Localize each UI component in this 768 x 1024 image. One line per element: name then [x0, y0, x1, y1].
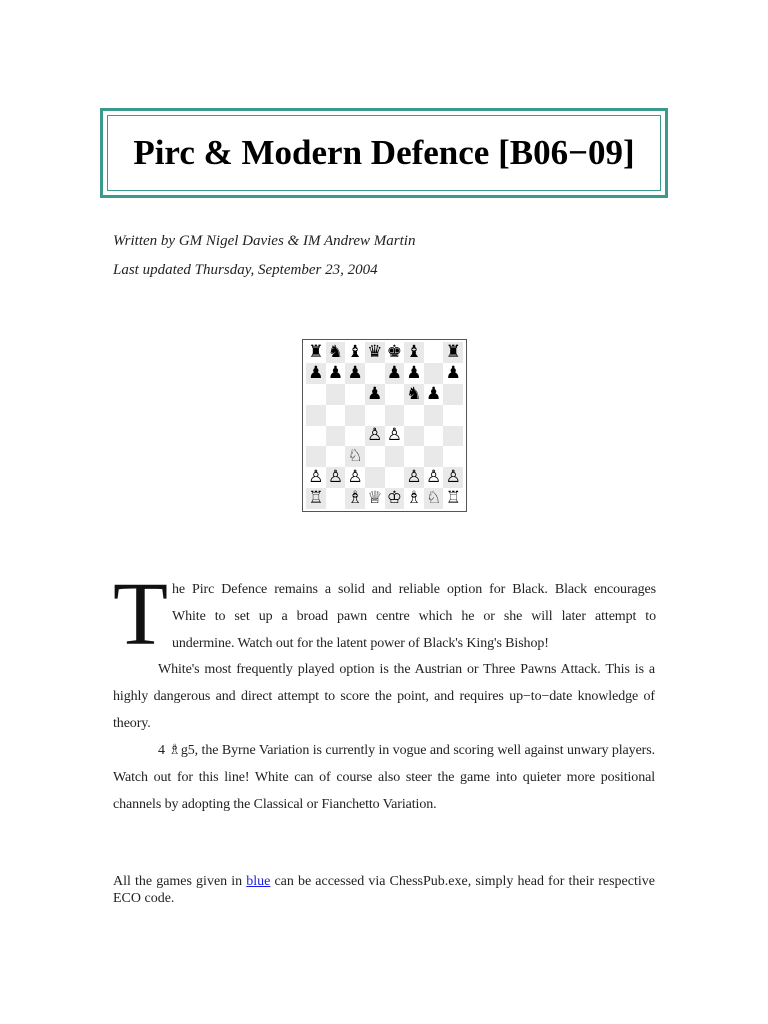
board-square [424, 342, 444, 363]
board-square [424, 363, 444, 384]
board-square [404, 446, 424, 467]
document-title: Pirc & Modern Defence [B06−09] [133, 133, 635, 172]
board-square [424, 405, 444, 426]
intro-line-1: he Pirc Defence remains a solid and reliable option for Black. Black encourages [172, 582, 656, 597]
drop-cap: T [113, 565, 168, 664]
board-square [326, 446, 346, 467]
board-square [385, 467, 405, 488]
board-square: ♕ [365, 488, 385, 509]
chess-board [306, 342, 463, 509]
intro-line-2: White to set up a broad pawn centre which he or she will later attempt to [172, 609, 656, 624]
board-square: ♚ [385, 342, 405, 363]
chess-diagram [302, 339, 467, 512]
footer-text-after: can be accessed via ChessPub.exe, simply head for their respective ECO code. [113, 874, 655, 906]
board-square [326, 488, 346, 509]
board-square: ♞ [326, 342, 346, 363]
board-square: ♛ [365, 342, 385, 363]
board-square: ♙ [306, 467, 326, 488]
title-inner-border [107, 115, 661, 191]
board-square: ♔ [385, 488, 405, 509]
board-square [404, 405, 424, 426]
board-square: ♟ [345, 363, 365, 384]
board-square [365, 446, 385, 467]
board-square [326, 426, 346, 447]
board-square [385, 446, 405, 467]
board-square: ♟ [424, 384, 444, 405]
intro-line-3: undermine. Watch out for the latent power of Black's King's Bishop! [172, 636, 549, 651]
board-square: ♗ [404, 488, 424, 509]
footer-text-before: All the games given in [113, 874, 247, 889]
board-square [345, 384, 365, 405]
board-square: ♙ [443, 467, 463, 488]
board-square: ♗ [345, 488, 365, 509]
board-square [306, 405, 326, 426]
paragraph-byrne-variation: 4 ♗g5, the Byrne Variation is currently in vogue and scoring well against unwary players. Watch out for this line! White can of course also steer the game into quieter more positional channels by adopting the Classical or Fianchetto Variation. [113, 743, 655, 812]
updated-line: Last updated Thursday, September 23, 2004 [113, 262, 378, 278]
board-square [385, 384, 405, 405]
board-square [326, 384, 346, 405]
board-square: ♜ [306, 342, 326, 363]
board-square: ♖ [443, 488, 463, 509]
board-square: ♟ [326, 363, 346, 384]
paragraph-austrian-attack: White's most frequently played option is the Austrian or Three Pawns Attack. This is a highly dangerous and direct attempt to score the point, and requires up−to−date knowledge of theory. [113, 662, 655, 731]
footer-note [113, 873, 655, 907]
board-square [443, 446, 463, 467]
board-square [326, 405, 346, 426]
board-square: ♟ [365, 384, 385, 405]
board-square: ♞ [404, 384, 424, 405]
board-square [365, 467, 385, 488]
board-square: ♟ [443, 363, 463, 384]
board-square: ♘ [345, 446, 365, 467]
board-square [424, 426, 444, 447]
board-square [365, 363, 385, 384]
blue-link[interactable]: blue [246, 874, 271, 889]
board-square: ♙ [385, 426, 405, 447]
board-square: ♟ [306, 363, 326, 384]
board-square: ♖ [306, 488, 326, 509]
board-square: ♟ [385, 363, 405, 384]
board-square [443, 426, 463, 447]
board-square [424, 446, 444, 467]
title-frame [100, 108, 668, 198]
board-square [345, 426, 365, 447]
board-square [385, 405, 405, 426]
board-square [306, 384, 326, 405]
board-square: ♘ [424, 488, 444, 509]
board-square [306, 446, 326, 467]
board-square: ♙ [326, 467, 346, 488]
board-square: ♟ [404, 363, 424, 384]
board-square: ♝ [345, 342, 365, 363]
board-square: ♙ [404, 467, 424, 488]
board-square: ♙ [345, 467, 365, 488]
board-square [443, 384, 463, 405]
board-square: ♝ [404, 342, 424, 363]
board-square [365, 405, 385, 426]
board-square: ♜ [443, 342, 463, 363]
board-square [443, 405, 463, 426]
board-square: ♙ [365, 426, 385, 447]
author-line: Written by GM Nigel Davies & IM Andrew Martin [113, 233, 416, 249]
board-square [306, 426, 326, 447]
board-square [404, 426, 424, 447]
board-square [345, 405, 365, 426]
board-square: ♙ [424, 467, 444, 488]
